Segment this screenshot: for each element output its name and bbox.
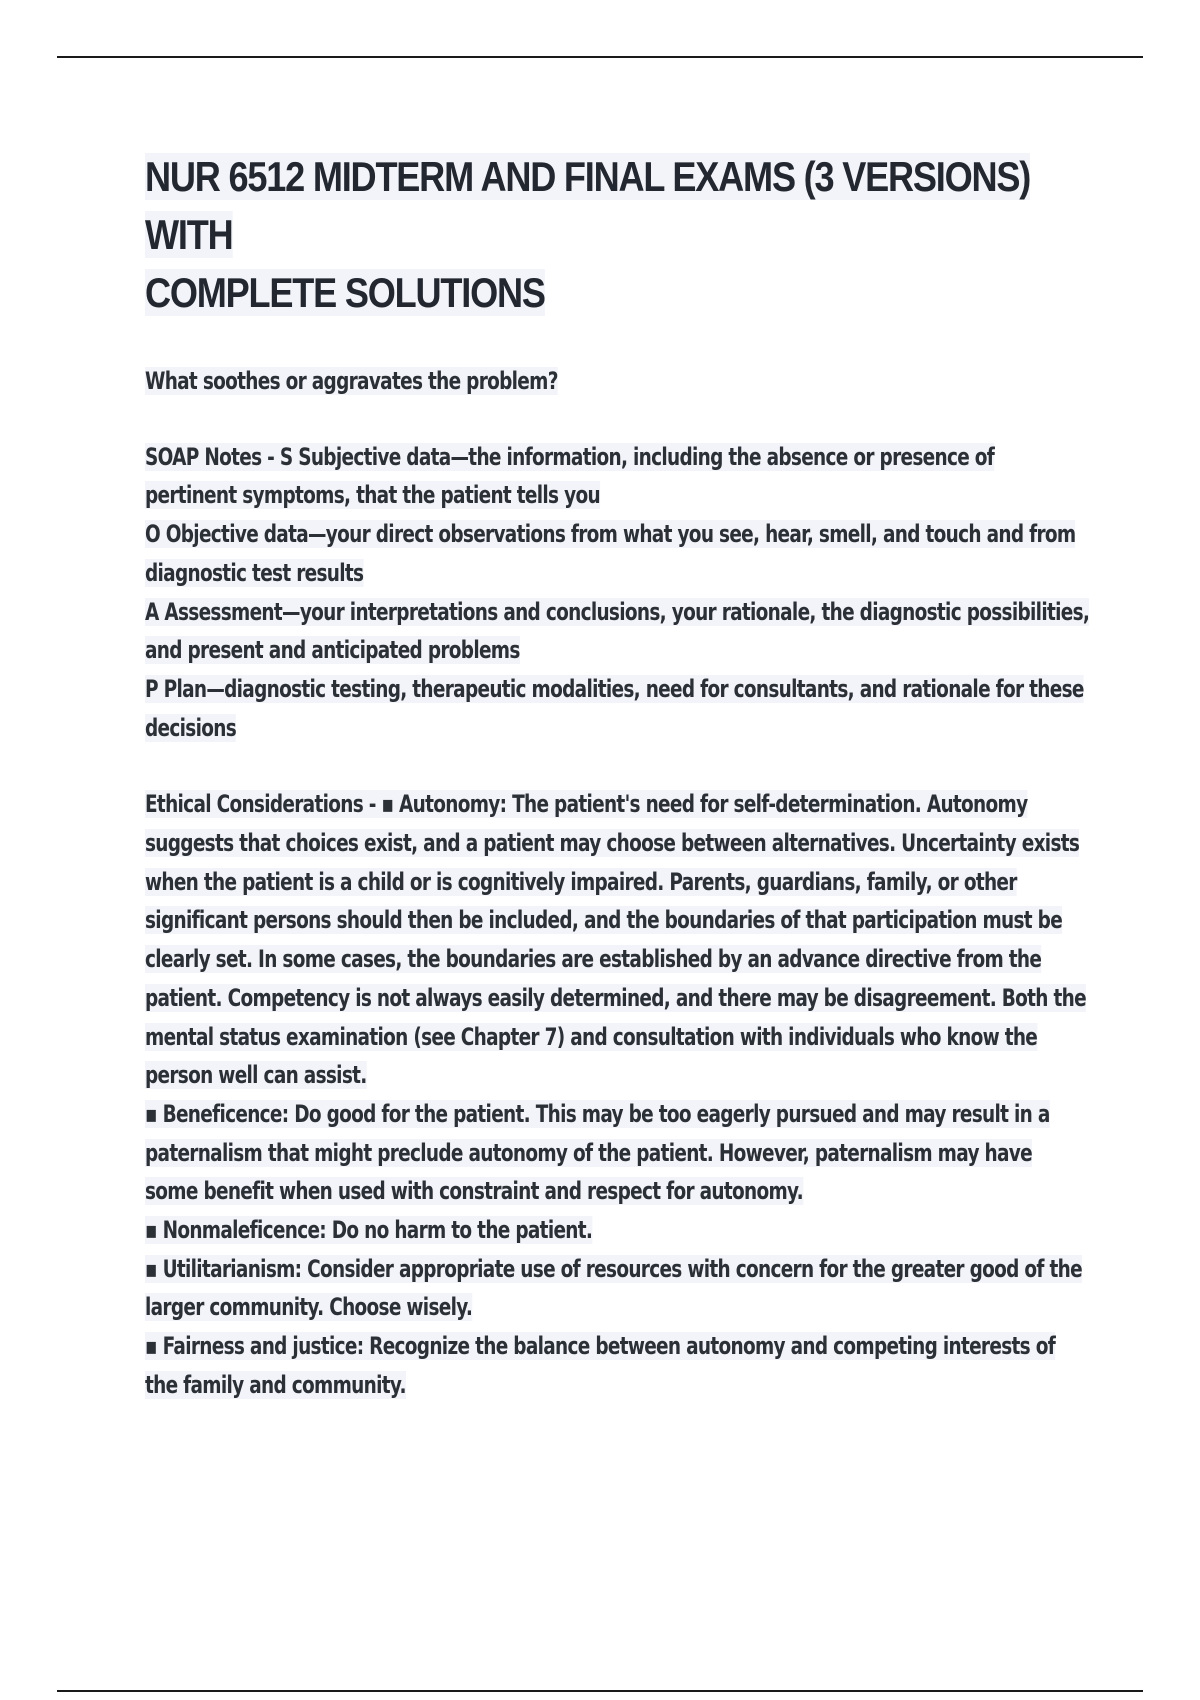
ethics-nonmaleficence: ▪ Nonmaleficence: Do no harm to the patient. xyxy=(145,1216,593,1245)
top-rule xyxy=(57,56,1143,58)
soap-assessment: A Assessment—your interpretations and conclusions, your rationale, the diagnostic possibilities, and present and anticipated problems xyxy=(145,597,1090,665)
title-line-2: COMPLETE SOLUTIONS xyxy=(145,269,545,316)
question-text: What soothes or aggravates the problem? xyxy=(145,367,558,395)
soap-notes xyxy=(145,438,1090,748)
ethics-utilitarianism: ▪ Utilitarianism: Consider appropriate use of resources with concern for the greater good of the larger community. Choose wisely. xyxy=(145,1254,1082,1322)
title-line-1: NUR 6512 MIDTERM AND FINAL EXAMS (3 VERSIONS) WITH xyxy=(145,153,1031,258)
bottom-rule xyxy=(57,1690,1143,1692)
ethical-considerations xyxy=(145,785,1090,1404)
ethics-beneficence: ▪ Beneficence: Do good for the patient. This may be too eagerly pursued and may result in a paternalism that might preclude autonomy of the patient. However, paternalism may have some benefit when used with constraint and respect for autonomy. xyxy=(145,1099,1050,1206)
document-title xyxy=(145,148,1091,322)
document-body xyxy=(145,148,1090,1405)
soap-subjective: SOAP Notes - S Subjective data—the information, including the absence or presence of pertinent symptoms, that the patient tells you xyxy=(145,442,995,510)
ethics-autonomy: Ethical Considerations - ▪ Autonomy: The patient's need for self-determination. Autonomy suggests that choices exist, and a patient may choose between alternatives. Uncertainty exists when the patient is a child or is cognitively impaired. Parents, guardians, family, or other significant persons should then be included, and the boundaries of that participation must be clearly set. In some cases, the boundaries are established by an advance directive from the patient. Competency is not always easily determined, and there may be disagreement. Both the mental status examination (see Chapter 7) and consultation with individuals who know the person well can assist. xyxy=(145,790,1086,1090)
soap-objective: O Objective data—your direct observations from what you see, hear, smell, and touch and from diagnostic test results xyxy=(145,520,1076,587)
ethics-fairness: ▪ Fairness and justice: Recognize the balance between autonomy and competing interests of the family and community. xyxy=(145,1332,1056,1399)
soap-plan: P Plan—diagnostic testing, therapeutic modalities, need for consultants, and rationale for these decisions xyxy=(145,674,1084,742)
